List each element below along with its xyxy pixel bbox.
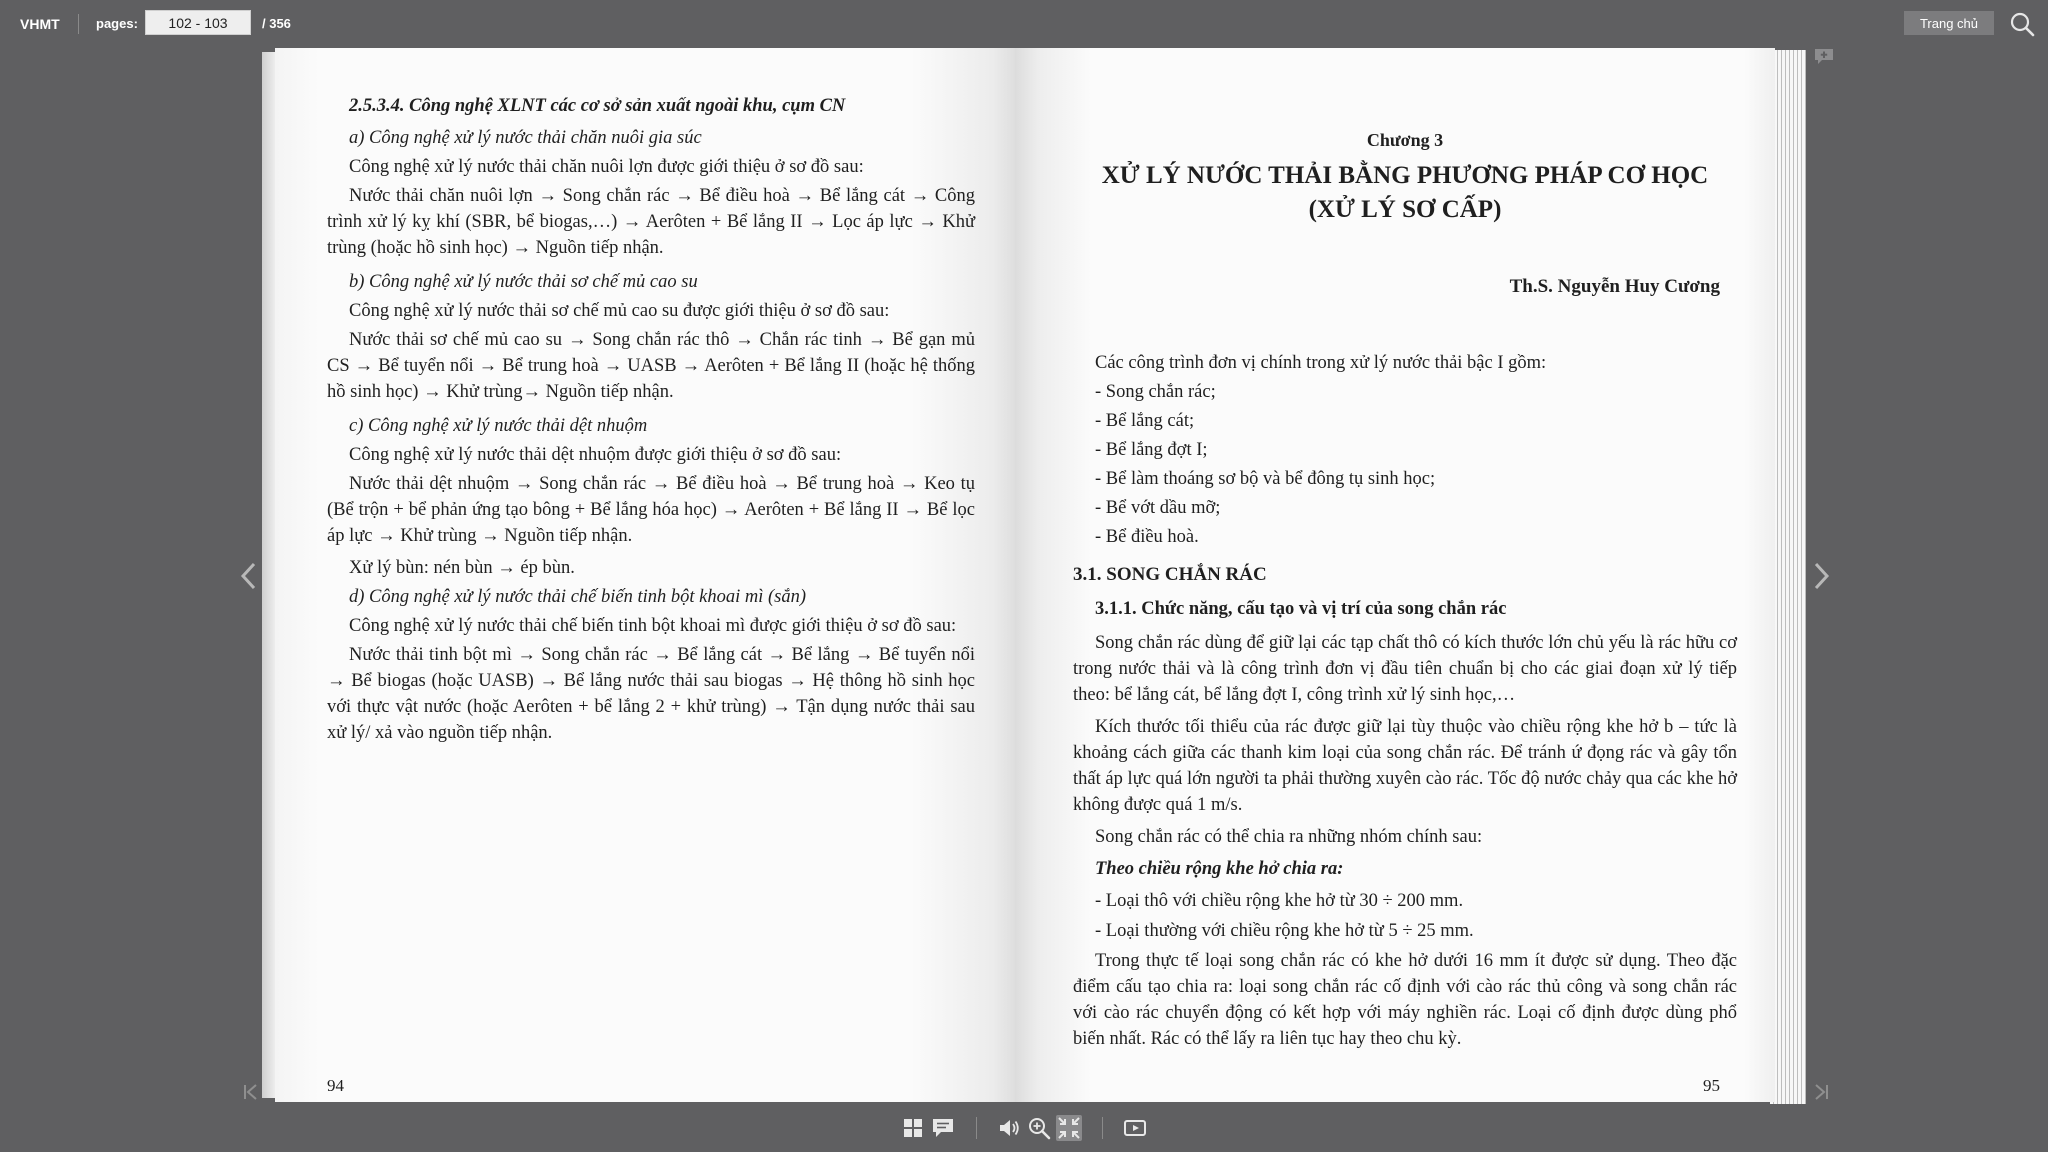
- section-heading: 3.1. SONG CHẮN RÁC: [1073, 564, 1267, 585]
- gap-width-item: - Loại thường với chiều rộng khe hở từ 5 ÷ 25 mm.: [1095, 921, 1474, 941]
- fullscreen-icon[interactable]: [1056, 1115, 1082, 1141]
- section-b-intro: Công nghệ xử lý nước thải sơ chế mủ cao su được giới thiệu ở sơ đồ sau:: [349, 301, 890, 321]
- intro-text: Các công trình đơn vị chính trong xử lý nước thải bậc I gồm:: [1095, 353, 1547, 373]
- unit-list-item: - Bể điều hoà.: [1095, 527, 1199, 547]
- toolbar-divider: [78, 14, 79, 34]
- section-c-intro: Công nghệ xử lý nước thải dệt nhuộm được giới thiệu ở sơ đồ sau:: [349, 445, 842, 465]
- paragraph-2: Kích thước tối thiểu của rác được giữ lại tùy thuộc vào chiều rộng khe hở b – tức là khoảng cách giữa các thanh kim loại của song chắn rác. Để tránh ứ đọng rác và gây tổn thất áp lực quá lớn người ta phải thường xuyên cào rác. Tốc độ nước chảy qua các khe hở không được quá 1 m/s.: [1073, 717, 1737, 815]
- slideshow-icon[interactable]: [1122, 1115, 1148, 1141]
- sound-icon[interactable]: [996, 1115, 1022, 1141]
- thumbnails-icon[interactable]: [900, 1115, 926, 1141]
- last-page-icon[interactable]: [1810, 1081, 1832, 1103]
- toolbar-divider: [1102, 1117, 1103, 1139]
- first-page-icon[interactable]: [240, 1081, 262, 1103]
- section-d-intro: Công nghệ xử lý nước thải chế biến tinh bột khoai mì được giới thiệu ở sơ đồ sau:: [349, 616, 957, 636]
- brand-label: VHMT: [20, 16, 60, 32]
- unit-list-item: - Bể làm thoáng sơ bộ và bể đông tụ sinh học;: [1095, 469, 1436, 489]
- toolbar-divider: [976, 1117, 977, 1139]
- comments-icon[interactable]: [930, 1115, 956, 1141]
- unit-list-item: - Bể lắng cát;: [1095, 411, 1195, 431]
- unit-list-item: - Bể lắng đợt I;: [1095, 440, 1208, 460]
- chapter-title-line2: (XỬ LÝ SƠ CẤP): [1308, 196, 1502, 223]
- section-b-body: Nước thải sơ chế mủ cao su → Song chắn rác thô → Chắn rác tinh → Bể gạn mủ CS → Bể tuyển nổi → Bể trung hoà → UASB → Aerôten + Bể lắng II (hoặc hệ thống hồ sinh học) → Khử trùng→ Nguồn tiếp nhận.: [327, 330, 975, 402]
- section-d-title: d) Công nghệ xử lý nước thải chế biến tinh bột khoai mì (sắn): [349, 587, 807, 607]
- gap-width-item: - Loại thô với chiều rộng khe hở từ 30 ÷ 200 mm.: [1095, 891, 1464, 911]
- section-a-body: Nước thải chăn nuôi lợn → Song chắn rác → Bể điều hoà → Bể lắng cát → Công trình xử lý kỵ khí (SBR, bể biogas,…) → Aerôten + Bể lắng II → Lọc áp lực → Khử trùng (hoặc hồ sinh học) → Nguồn tiếp nhận.: [327, 186, 975, 258]
- left-page-number: 94: [327, 1076, 344, 1095]
- unit-list-item: - Bể vớt dầu mỡ;: [1095, 498, 1221, 518]
- zoom-in-icon[interactable]: [1026, 1115, 1052, 1141]
- pages-label: pages:: [96, 16, 138, 31]
- prev-page-icon[interactable]: [234, 556, 264, 596]
- author-name: Th.S. Nguyễn Huy Cương: [1509, 276, 1720, 297]
- add-note-icon[interactable]: [1814, 48, 1834, 66]
- subsection-heading: 3.1.1. Chức năng, cấu tạo và vị trí của song chắn rác: [1095, 599, 1507, 619]
- section-c-body: Nước thải dệt nhuộm → Song chắn rác → Bể điều hoà → Bể trung hoà → Keo tụ (Bể trộn + bể phản ứng tạo bông + Bể lắng hóa học) → Aerôten + Bể lắng II → Bể lọc áp lực → Khử trùng → Nguồn tiếp nhận.: [327, 474, 975, 546]
- unit-list-item: - Song chắn rác;: [1095, 382, 1216, 402]
- chapter-label: Chương 3: [1366, 130, 1444, 150]
- left-page[interactable]: [275, 48, 1015, 1102]
- right-page[interactable]: [1015, 48, 1775, 1102]
- section-c-title: c) Công nghệ xử lý nước thải dệt nhuộm: [349, 416, 648, 436]
- search-icon[interactable]: [2008, 10, 2036, 38]
- page-range-input[interactable]: [145, 10, 251, 35]
- section-c-sludge: Xử lý bùn: nén bùn → ép bùn.: [349, 558, 575, 578]
- chapter-title-line1: XỬ LÝ NƯỚC THẢI BẰNG PHƯƠNG PHÁP CƠ HỌC: [1101, 162, 1709, 189]
- left-heading: 2.5.3.4. Công nghệ XLNT các cơ sở sản xuất ngoài khu, cụm CN: [349, 96, 846, 116]
- paragraph-1: Song chắn rác dùng để giữ lại các tạp chất thô có kích thước lớn chủ yếu là rác hữu cơ trong nước thải và là công trình đơn vị đầu tiên chuẩn bị cho các giai đoạn xử lý tiếp theo: bể lắng cát, bể lắng đợt I, công trình xử lý sinh học,…: [1073, 633, 1737, 705]
- gap-width-title: Theo chiều rộng khe hở chia ra:: [1095, 859, 1344, 879]
- section-a-intro: Công nghệ xử lý nước thải chăn nuôi lợn được giới thiệu ở sơ đồ sau:: [349, 157, 864, 177]
- right-page-number: 95: [1703, 1076, 1720, 1095]
- paragraph-3: Song chắn rác có thể chia ra những nhóm chính sau:: [1095, 827, 1483, 847]
- next-page-icon[interactable]: [1806, 556, 1836, 596]
- top-toolbar: [0, 0, 2048, 48]
- home-button[interactable]: Trang chủ: [1904, 11, 1994, 35]
- paragraph-5: Trong thực tế loại song chắn rác có khe hở dưới 16 mm ít được sử dụng. Theo đặc điểm cấu tạo chia ra: loại song chắn rác cố định với cào rác thủ công và song chắn rác với cào rác chuyển động có kết hợp với máy nghiền rác. Loại cố định được dùng phổ biến nhất. Rác có thể lấy ra liên tục hay theo chu kỳ.: [1073, 951, 1737, 1049]
- pages-total: / 356: [262, 16, 291, 31]
- section-a-title: a) Công nghệ xử lý nước thải chăn nuôi gia súc: [349, 128, 702, 148]
- section-b-title: b) Công nghệ xử lý nước thải sơ chế mủ cao su: [349, 272, 698, 292]
- section-d-body: Nước thải tinh bột mì → Song chắn rác → Bể lắng cát → Bể lắng → Bể tuyển nổi → Bể biogas (hoặc UASB) → Bể lắng nước thải sau biogas → Hệ thông hồ sinh học với thực vật nước (hoặc Aerôten + bể lắng 2 + khử trùng) → Tận dụng nước thải sau xử lý/ xả vào nguồn tiếp nhận.: [327, 645, 975, 743]
- book-right-edge: [1770, 50, 1806, 1104]
